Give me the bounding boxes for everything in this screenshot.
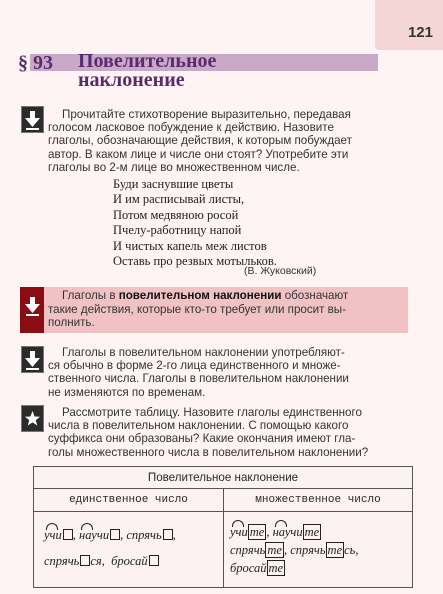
task-1-line: автор. В каком лице и числе они стоят? Употребите эти [48, 147, 349, 161]
comma: , [266, 525, 270, 539]
word-uchi [44, 528, 73, 542]
word-stem: спрячь [290, 543, 326, 557]
poem-line: Оставь про резвых мотыльков. [113, 254, 277, 269]
word-spryachte [230, 542, 284, 558]
star-icon [22, 406, 43, 431]
word-uchite [230, 524, 266, 540]
word-brosay [111, 554, 159, 568]
rule-icon-1 [21, 292, 44, 319]
empty-ending-box [80, 555, 90, 566]
poem-line: Буди заснувшие цветы [113, 177, 234, 191]
word-ending: те [327, 543, 343, 557]
word-nauchi [79, 528, 120, 542]
plural-line-3 [230, 560, 408, 576]
section-title [78, 52, 216, 90]
word-ending: те [304, 525, 320, 539]
plural-line-2 [230, 542, 408, 558]
word-stem: учи [44, 528, 62, 542]
poem-author: (В. Жуковский) [244, 265, 317, 277]
word-spryachsya [44, 554, 102, 568]
word-spryach [126, 528, 172, 542]
rule-1-text-part: Глаголы в [62, 289, 119, 302]
task-1-line: глаголы во 2-м лице во множественном числе. [48, 160, 300, 174]
comma: , [283, 543, 288, 557]
task-2-line: суффикса они образованы? Какие окончания имеют гла- [48, 432, 356, 446]
word-stem: бросай [230, 561, 267, 575]
table-cell-plural [230, 524, 408, 576]
word-ending: те [268, 561, 284, 575]
table-col-divider [223, 488, 224, 587]
word-spryachtes [290, 542, 355, 558]
title-line-2: наклонение [78, 69, 185, 91]
comma: , [120, 528, 124, 542]
table-col-header-singular: единственное число [69, 494, 188, 506]
rule-2-line: ся обычно в форме 2-го лица единственного и множе- [48, 359, 341, 373]
singular-line-1 [44, 527, 219, 543]
table-header: Повелительное наклонение [34, 467, 412, 489]
download-arrow-icon [22, 293, 43, 318]
rule-1-line [48, 289, 402, 303]
word-postfix: ся [90, 554, 102, 568]
comma: , [72, 528, 76, 542]
table-cell-singular [44, 527, 219, 569]
rule-1-text [48, 289, 402, 330]
empty-ending-box [149, 555, 159, 566]
task-icon-2 [21, 405, 44, 432]
task-2-line: числа в повелительном наклонении. С помощью какого [48, 419, 349, 433]
task-2-text [48, 406, 408, 459]
rule-1-term: повелительном наклонении [118, 289, 282, 302]
rule-2-line: не изменяются по временам. [48, 385, 206, 399]
comma: , [101, 554, 105, 568]
task-1-text [48, 108, 408, 174]
rule-2-text [48, 346, 408, 399]
rule-1-text-part: обозначают [281, 289, 349, 302]
task-2-line: Рассмотрите таблицу. Назовите глаголы единственного [62, 406, 362, 419]
poem-line: Пчелу-работницу напой [113, 223, 242, 238]
singular-line-2 [44, 553, 219, 569]
empty-ending-box [110, 529, 120, 540]
word-stem: научи [272, 525, 303, 539]
poem [113, 177, 277, 269]
word-stem: научи [79, 528, 110, 542]
word-stem: бросай [111, 554, 148, 568]
download-arrow-icon [22, 347, 43, 372]
task-icon-1 [21, 106, 44, 133]
poem-line: И им расписывай листы, [113, 192, 245, 207]
rule-2-line: Глаголы в повелительном наклонении употребляют- [62, 346, 345, 359]
section-sign: § 93 [18, 52, 53, 74]
comma: , [355, 543, 359, 557]
imperative-table [33, 466, 413, 588]
table-col-header-plural: множественное число [255, 494, 381, 506]
word-stem: учи [230, 525, 248, 539]
word-stem: спрячь [230, 543, 266, 557]
word-ending: те [249, 525, 265, 539]
rule-1-line: полнить. [48, 316, 95, 329]
comma: , [172, 528, 176, 542]
download-arrow-icon [22, 107, 43, 132]
empty-ending-box [163, 529, 173, 540]
word-stem: спрячь [44, 554, 80, 568]
task-1-line: голосом ласковое побуждение к действию. Назовите [48, 121, 334, 135]
task-1-line: Прочитайте стихотворение выразительно, передавая [62, 108, 351, 121]
rule-2-line: ственного числа. Глаголы в повелительном наклонении [48, 372, 349, 386]
poem-line: Потом медвяною росой [113, 207, 239, 222]
word-postfix: сь [344, 543, 356, 557]
rule-1-line: такие действия, которые кто-то требует или просит вы- [48, 302, 347, 316]
table-row-divider [34, 511, 412, 512]
rule-icon-2 [21, 346, 44, 373]
empty-ending-box [63, 529, 73, 540]
word-stem: спрячь [126, 528, 162, 542]
word-brosayte [230, 560, 285, 576]
word-nauchite [273, 524, 322, 540]
task-1-line: глаголы, обозначающие действия, к которым побуждает [48, 134, 352, 148]
poem-line: И чистых капель меж листов [113, 238, 267, 253]
task-2-line: голы множественного числа в повелительном наклонении? [48, 445, 369, 459]
word-ending: те [267, 543, 282, 557]
title-line-1: Повелительное [78, 50, 217, 72]
plural-line-1 [230, 524, 408, 540]
page-number: 121 [407, 24, 433, 41]
